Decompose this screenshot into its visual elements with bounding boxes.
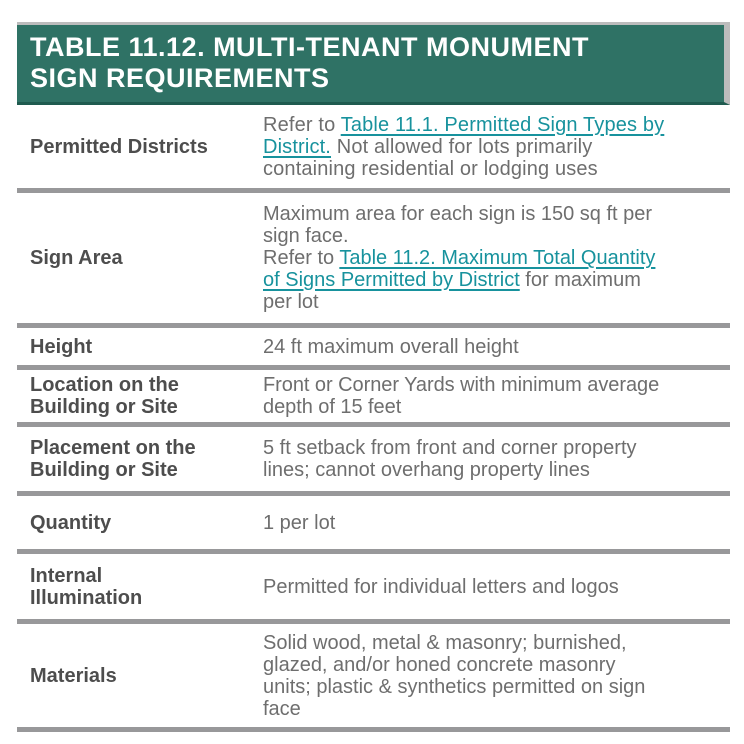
table-row bbox=[17, 370, 730, 422]
row-label: Sign Area bbox=[30, 247, 123, 269]
table-title-line-2: SIGN REQUIREMENTS bbox=[30, 63, 330, 93]
table-row bbox=[17, 496, 730, 549]
value-text: 24 ft maximum overall height bbox=[263, 335, 519, 358]
row-label: Permitted Districts bbox=[30, 135, 208, 158]
value-text: 5 ft setback from front and corner property lines; cannot overhang property lines bbox=[263, 437, 637, 481]
value-text: Maximum area for each sign is 150 sq ft per sign face. bbox=[263, 203, 653, 247]
row-value bbox=[263, 572, 730, 602]
row-label: Height bbox=[30, 335, 93, 358]
value-text: Refer to bbox=[263, 247, 340, 269]
row-label: Quantity bbox=[30, 511, 112, 534]
value-text: Solid wood, metal & masonry; burnished, glazed, and/or honed concrete masonry units; plastic & synthetics permitted on sign face bbox=[263, 631, 646, 720]
value-text: Not allowed for lots primarily containing residential or lodging uses bbox=[263, 135, 598, 180]
row-value bbox=[263, 110, 730, 184]
row-value bbox=[263, 508, 730, 538]
row-label: Materials bbox=[30, 664, 117, 687]
table-row bbox=[17, 624, 730, 727]
row-value bbox=[263, 199, 730, 317]
row-label: Placement on the Building or Site bbox=[30, 437, 196, 481]
row-value bbox=[263, 433, 730, 485]
row-value bbox=[263, 332, 730, 362]
row-value bbox=[263, 370, 730, 422]
cross-reference-link[interactable]: Table 11.1. Permitted Sign Types by District. bbox=[263, 113, 665, 158]
table-row bbox=[17, 554, 730, 619]
value-text: 1 per lot bbox=[263, 511, 336, 534]
value-text: Permitted for individual letters and logos bbox=[263, 575, 619, 598]
value-text: for maximum per lot bbox=[263, 269, 641, 313]
table-title-line-1: TABLE 11.12. MULTI-TENANT MONUMENT bbox=[30, 32, 590, 62]
table-header bbox=[17, 22, 730, 105]
row-divider bbox=[17, 727, 730, 732]
value-text: Refer to bbox=[263, 113, 341, 136]
row-label: Location on the Building or Site bbox=[30, 374, 179, 418]
table-row bbox=[17, 193, 730, 323]
table-row bbox=[17, 427, 730, 491]
row-label: Internal Illumination bbox=[30, 564, 143, 609]
table-rows bbox=[17, 105, 730, 732]
value-text: Front or Corner Yards with minimum average depth of 15 feet bbox=[263, 374, 660, 418]
row-value bbox=[263, 628, 730, 724]
table-row bbox=[17, 105, 730, 188]
cross-reference-link[interactable]: Table 11.2. Maximum Total Quantity of Signs Permitted by District bbox=[263, 247, 656, 291]
table-row bbox=[17, 328, 730, 365]
